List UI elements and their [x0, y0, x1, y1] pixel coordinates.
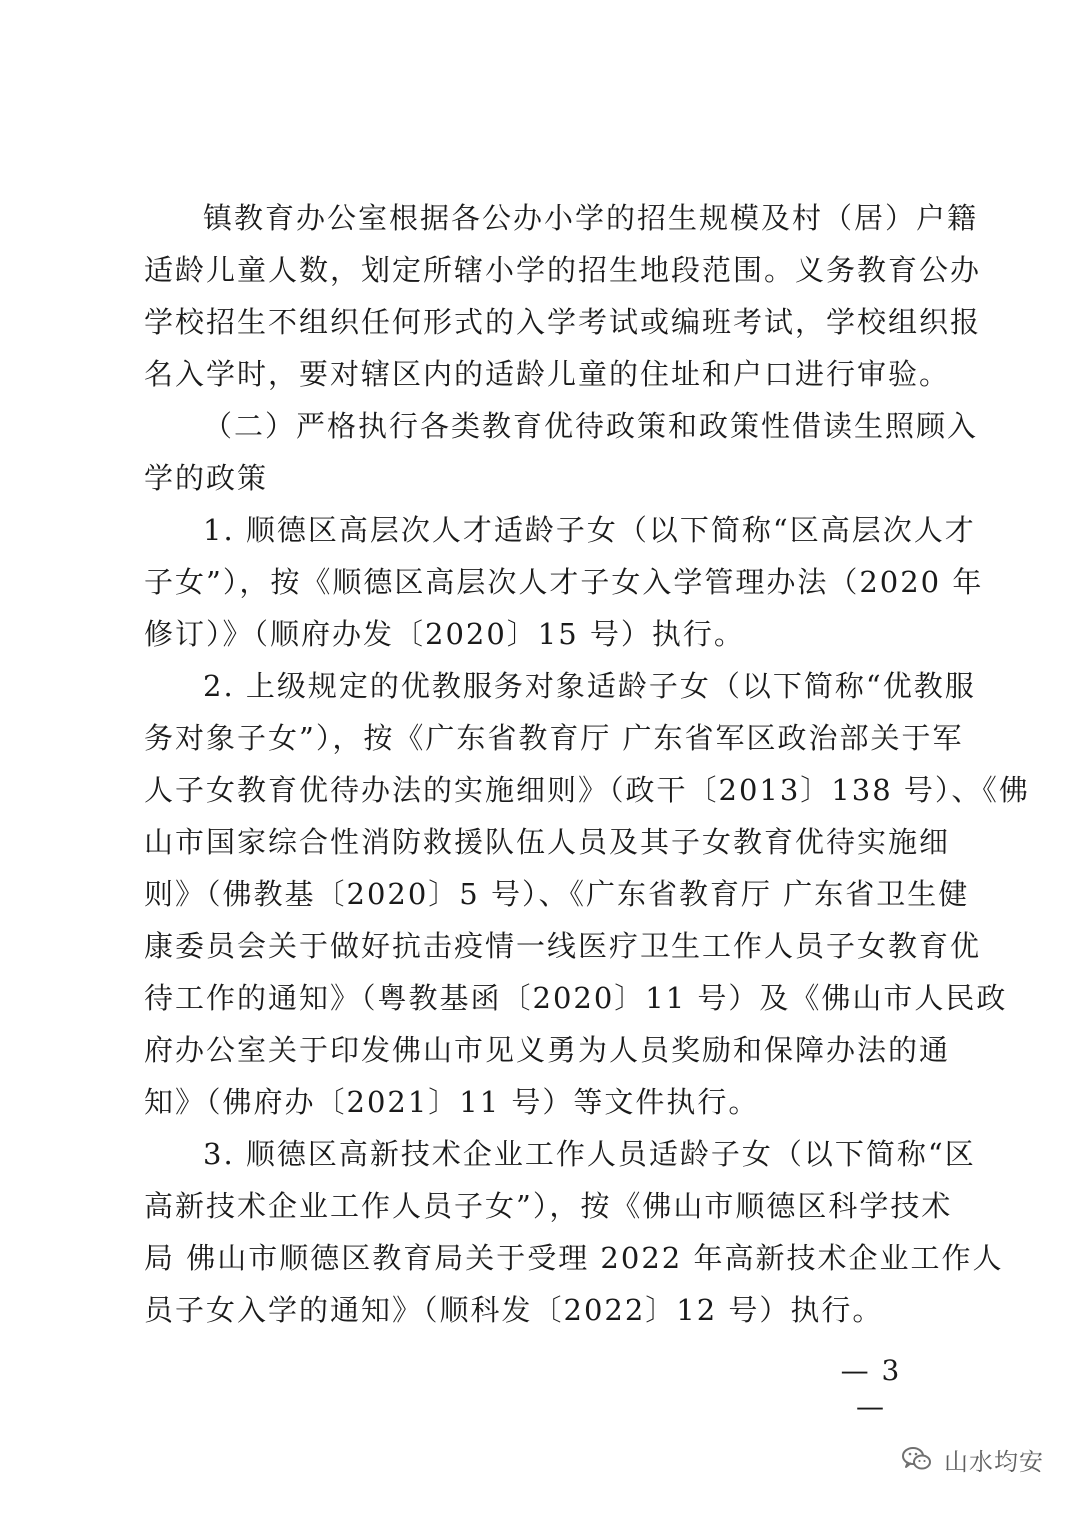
text-line: 人子女教育优待办法的实施细则》（政干〔2013〕138 号）、《佛: [144, 773, 1030, 807]
text-line: 山市国家综合性消防救援队伍人员及其子女教育优待实施细: [144, 825, 951, 859]
text-line: 名入学时，要对辖区内的适龄儿童的住址和户口进行审验。: [144, 357, 951, 391]
text-line: 2. 上级规定的优教服务对象适龄子女（以下简称“优教服: [203, 669, 976, 703]
text-line: 3. 顺德区高新技术企业工作人员适龄子女（以下简称“区: [203, 1137, 976, 1171]
text-line: 子女”），按《顺德区高层次人才子女入学管理办法（2020 年: [144, 565, 984, 599]
text-line: 则》（佛教基〔2020〕5 号）、《广东省教育厅 广东省卫生健: [144, 877, 970, 911]
text-line: 镇教育办公室根据各公办小学的招生规模及村（居）户籍: [203, 201, 979, 235]
section-heading-line: 学的政策: [144, 461, 269, 495]
text-line: 康委员会关于做好抗击疫情一线医疗卫生工作人员子女教育优: [144, 929, 982, 963]
text-line: 修订）》（顺府办发〔2020〕15 号）执行。: [144, 617, 745, 651]
text-line: 学校招生不组织任何形式的入学考试或编班考试，学校组织报: [144, 305, 982, 339]
text-line: 适龄儿童人数，划定所辖小学的招生地段范围。义务教育公办: [144, 253, 982, 287]
watermark: [900, 1437, 1044, 1481]
text-line: 1. 顺德区高层次人才适龄子女（以下简称“区高层次人才: [203, 513, 976, 547]
watermark-text: 山水均安: [944, 1447, 1044, 1476]
section-heading-line: （二）严格执行各类教育优待政策和政策性借读生照顾入: [203, 409, 979, 443]
text-line: 高新技术企业工作人员子女”），按《佛山市顺德区科学技术: [144, 1189, 953, 1223]
text-line: 知》（佛府办〔2021〕11 号）等文件执行。: [144, 1085, 760, 1119]
text-line: 务对象子女”），按《广东省教育厅 广东省军区政治部关于军: [144, 721, 964, 755]
wechat-icon: [900, 1442, 934, 1476]
page-number: — 3 —: [840, 1354, 902, 1423]
text-line: 员子女入学的通知》（顺科发〔2022〕12 号）执行。: [144, 1293, 884, 1327]
text-line: 局 佛山市顺德区教育局关于受理 2022 年高新技术企业工作人: [144, 1241, 1004, 1275]
text-line: 府办公室关于印发佛山市见义勇为人员奖励和保障办法的通: [144, 1033, 951, 1067]
text-line: 待工作的通知》（粤教基函〔2020〕11 号）及《佛山市人民政: [144, 981, 1008, 1015]
